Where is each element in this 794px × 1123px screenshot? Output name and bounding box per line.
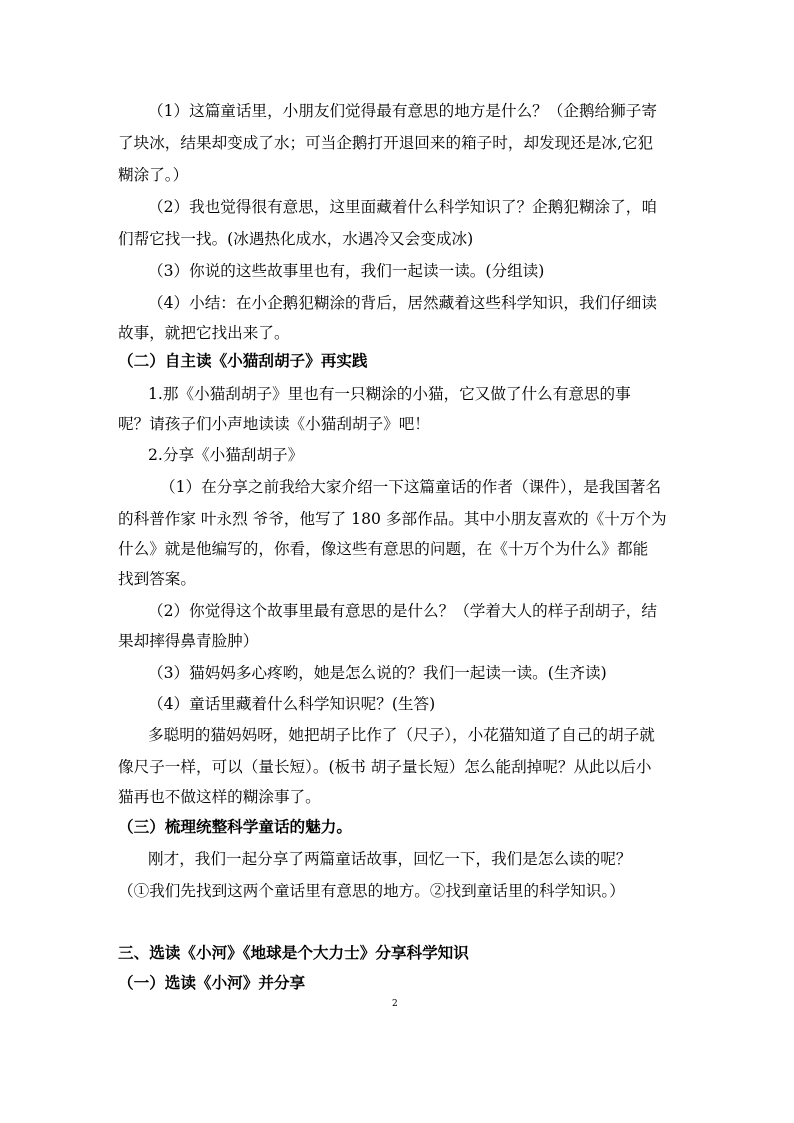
text-line: （1）在分享之前我给大家介绍一下这篇童话的作者（课件），是我国著名 [160,478,662,496]
text-line: 果却摔得鼻青脸肿） [118,632,259,650]
section-heading: （三）梳理统整科学童话的魅力。 [118,817,352,836]
section-heading: （二）自主读《小猫刮胡子》再实践 [118,351,368,370]
text-line: 了块冰，结果却变成了水；可当企鹅打开退回来的箱子时，却发现还是冰,它犯 [118,134,654,152]
text-line: 什么》就是他编写的，你看，像这些有意思的问题，在《十万个为什么》都能 [118,540,649,558]
text-line: 多聪明的猫妈妈呀，她把胡子比作了（尺子），小花猫知道了自己的胡子就 [148,726,655,744]
text-line: （4）童话里藏着什么科学知识呢？(生答) [148,695,436,713]
section-heading: （一）选读《小河》并分享 [118,973,306,992]
text-line: （①我们先找到这两个童话里有意思的地方。②找到童话里的科学知识。） [118,882,625,900]
text-line: （3）你说的这些故事里也有，我们一起读一读。(分组读) [148,262,545,280]
text-line: 像尺子一样，可以（量长短）。(板书 胡子量长短）怎么能刮掉呢？从此以后小 [118,758,652,776]
text-line: 找到答案。 [118,570,196,588]
text-line: 呢？请孩子们小声地读读《小猫刮胡子》吧！ [118,415,430,433]
text-line: 猫再也不做这样的糊涂事了。 [118,788,321,806]
text-line: 1.那《小猫刮胡子》里也有一只糊涂的小猫，它又做了什么有意思的事 [148,385,631,403]
text-line: 的科普作家 叶永烈 爷爷，他写了 180 多部作品。其中小朋友喜欢的《十万个为 [118,510,667,528]
text-line: 故事，就把它找出来了。 [118,324,290,342]
text-line: （2）你觉得这个故事里最有意思的是什么？（学着大人的样子刮胡子，结 [148,602,657,620]
text-line: 糊涂了。） [118,166,189,184]
text-line: （4）小结：在小企鹅犯糊涂的背后，居然藏着这些科学知识，我们仔细读 [148,294,657,312]
text-line: 刚才，我们一起分享了两篇童话故事，回忆一下，我们是怎么读的呢？ [148,850,632,868]
section-heading: 三、选读《小河》《地球是个大力士》分享科学知识 [118,943,469,962]
text-line: （3）猫妈妈多心疼哟，她是怎么说的？我们一起读一读。(生齐读) [148,664,607,682]
text-line: （1）这篇童话里，小朋友们觉得最有意思的地方是什么？（企鹅给狮子寄 [148,102,657,120]
page-number: 2 [392,999,398,1009]
text-line: （2）我也觉得很有意思，这里面藏着什么科学知识了？企鹅犯糊涂了，咱 [148,198,657,216]
text-line: 们帮它找一找。(冰遇热化成水，水遇冷又会变成冰) [118,230,474,248]
text-line: 2.分享《小猫刮胡子》 [148,446,304,464]
